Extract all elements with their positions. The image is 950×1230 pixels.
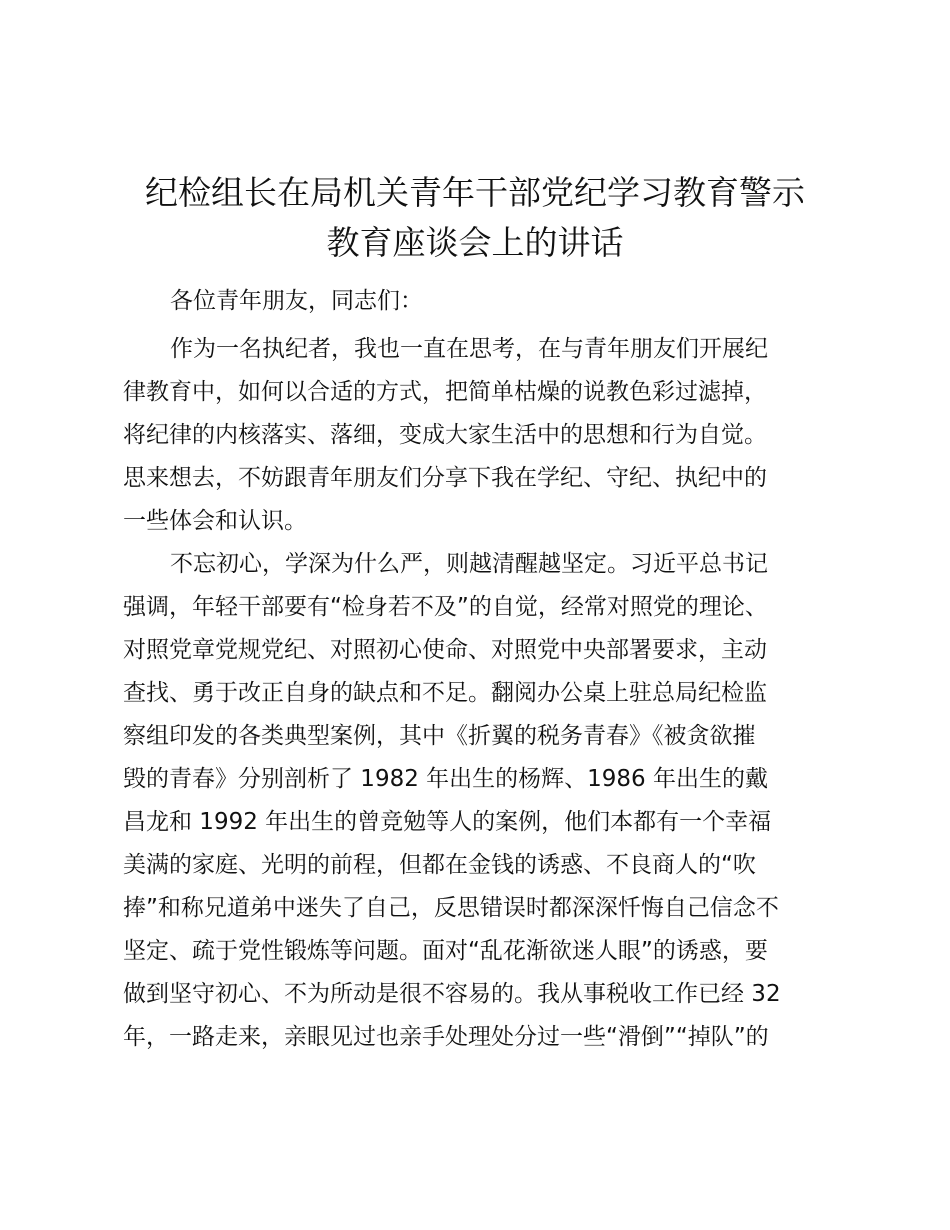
document-title-line-2: 教育座谈会上的讲话	[326, 223, 624, 262]
paragraph-2-line-3: 对照党章党规党纪、对照初心使命、对照党中央部署要求，主动	[123, 637, 767, 663]
paragraph-1-line-3: 将纪律的内核落实、落细，变成大家生活中的思想和行为自觉。	[123, 422, 767, 448]
paragraph-2-line-11: 做到坚守初心、不为所动是很不容易的。我从事税收工作已经 32	[123, 981, 781, 1007]
paragraph-2-line-2: 强调，年轻干部要有“检身若不及”的自觉，经常对照党的理论、	[123, 594, 768, 620]
paragraph-2-line-12: 年，一路走来，亲眼见过也亲手处理处分过一些“滑倒”“掉队”的	[123, 1024, 769, 1050]
paragraph-2-line-10: 坚定、疏于党性锻炼等问题。面对“乱花渐欲迷人眼”的诱惑，要	[123, 938, 768, 964]
salutation: 各位青年朋友，同志们：	[170, 288, 423, 314]
paragraph-1-line-2: 律教育中，如何以合适的方式，把简单枯燥的说教色彩过滤掉，	[123, 379, 767, 405]
document-title-line-1: 纪检组长在局机关青年干部党纪学习教育警示	[145, 173, 805, 212]
paragraph-1-line-1: 作为一名执纪者，我也一直在思考，在与青年朋友们开展纪	[170, 336, 768, 362]
paragraph-2-line-6: 毁的青春》分别剖析了 1982 年出生的杨辉、1986 年出生的戴	[123, 766, 768, 792]
paragraph-2-line-1: 不忘初心，学深为什么严，则越清醒越坚定。习近平总书记	[170, 551, 768, 577]
paragraph-2-line-8: 美满的家庭、光明的前程，但都在金钱的诱惑、不良商人的“吹	[123, 852, 756, 878]
paragraph-2-line-9: 捧”和称兄道弟中迷失了自己，反思错误时都深深忏悔自己信念不	[123, 895, 779, 921]
paragraph-1-line-5: 一些体会和认识。	[123, 508, 307, 534]
paragraph-2-line-4: 查找、勇于改正自身的缺点和不足。翻阅办公桌上驻总局纪检监	[123, 680, 767, 706]
paragraph-2-line-5: 察组印发的各类典型案例，其中《折翼的税务青春》《被贪欲摧	[123, 723, 756, 749]
paragraph-1-line-4: 思来想去，不妨跟青年朋友们分享下我在学纪、守纪、执纪中的	[123, 465, 767, 491]
paragraph-2-line-7: 昌龙和 1992 年出生的曾竞勉等人的案例，他们本都有一个幸福	[123, 809, 772, 835]
